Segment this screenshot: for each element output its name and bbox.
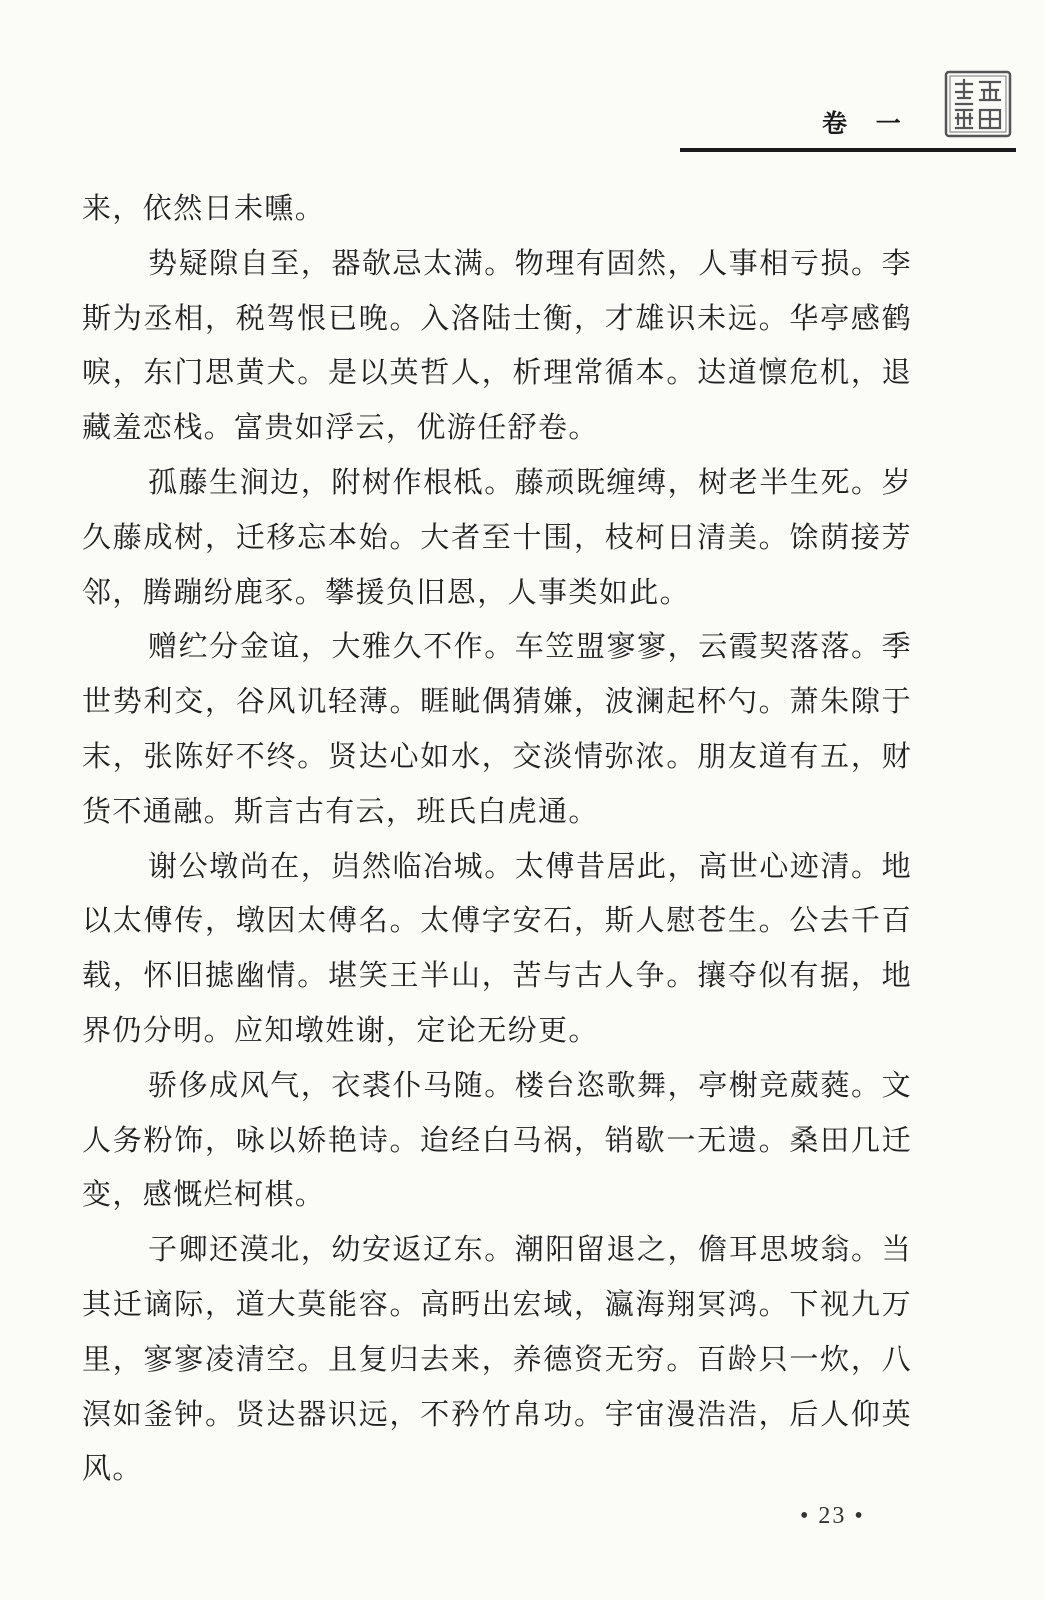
paragraph: 孤藤生涧边，附树作根柢。藤顽既缠缚，树老半生死。岁久藤成树，迁移忘本始。大者至十围，枝柯日清美。馀荫接芳邻，腾蹦纷鹿豕。攀援负旧恩，人事类如此。	[82, 464, 912, 609]
page-number: • 23 •	[800, 1503, 865, 1529]
paragraph: 赠纻分金谊，大雅久不作。车笠盟寥寥，云霞契落落。季世势利交，谷风讥轻薄。睚眦偶猜嫌，波澜起杯勺。萧朱隙于末，张陈好不终。贤达心如水，交淡情弥浓。朋友道有五，财货不通融。斯言古有云，班氏白虎通。	[82, 629, 912, 828]
paragraph: 势疑隙自至，器欹忌太满。物理有固然，人事相亏损。李斯为丞相，税驾恨已晚。入洛陆士衡，才雄识未远。华亭感鹤唳，东门思黄犬。是以英哲人，析理常循本。达道懔危机，退藏羞恋栈。富贵如浮云，优游任舒卷。	[82, 245, 912, 445]
paragraph-continued: 来，依然日未曛。	[82, 191, 326, 225]
main-text	[82, 181, 912, 1496]
paragraph: 子卿还漠北，幼安返辽东。潮阳留退之，儋耳思坡翁。当其迁谪际，道大莫能容。高眄出宏域，瀛海翔冥鸿。下视九万里，寥寥凌清空。且复归去来，养德资无穷。百龄只一炊，八溟如釜钟。贤达器识远，不矜竹帛功。宇宙漫浩浩，后人仰英风。	[82, 1232, 912, 1486]
running-head: 卷 一	[822, 109, 911, 138]
paragraph: 骄侈成风气，衣裘仆马随。楼台恣歌舞，亭榭竞葳蕤。文人务粉饰，咏以娇艳诗。迨经白马祸，销歇一无遗。桑田几迁变，感慨烂柯棋。	[82, 1067, 912, 1212]
paragraph: 谢公墩尚在，岿然临冶城。太傅昔居此，高世心迹清。地以太傅传，墩因太傅名。太傅字安石，斯人慰苍生。公去千百载，怀旧摅幽情。堪笑王半山，苦与古人争。攘夺似有据，地界仍分明。应知墩姓谢，定论无纷更。	[82, 848, 912, 1047]
seal-logo	[944, 70, 1012, 138]
header-rule	[680, 148, 1016, 152]
